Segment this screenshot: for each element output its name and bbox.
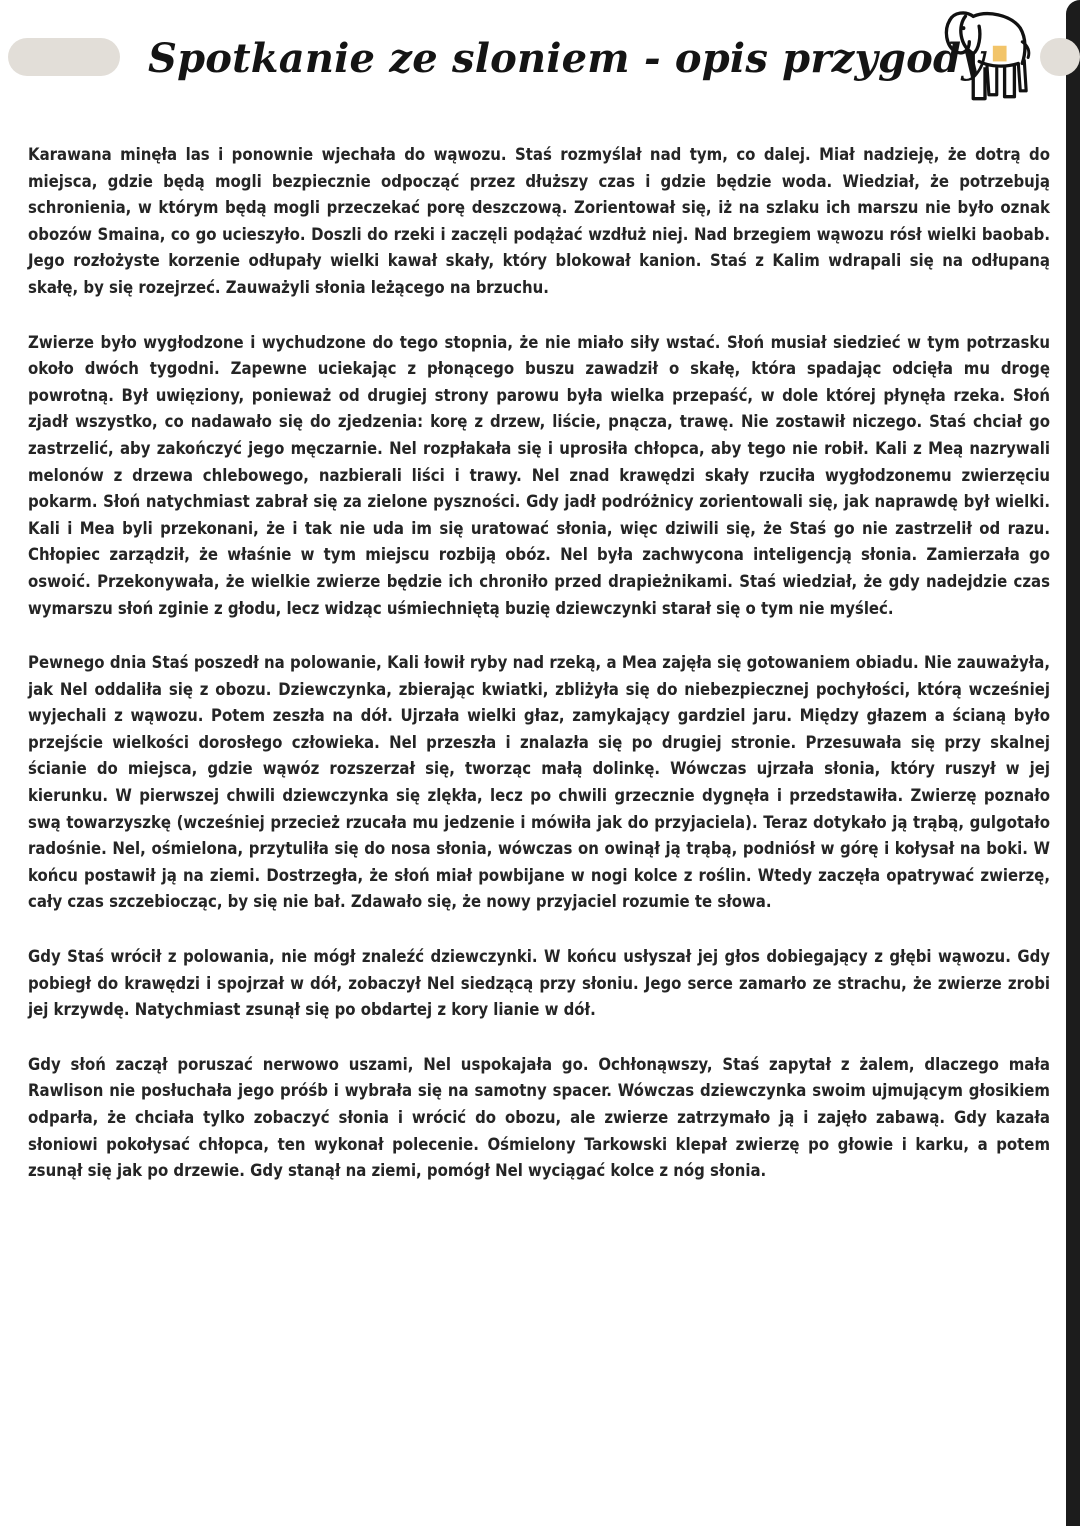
paragraph: Gdy Staś wrócił z polowania, nie mógł znaleźć dziewczynki. W końcu usłyszał jej głos dobiegający z głębi wąwozu. Gdy pobiegł do krawędzi i spojrzał w dół, zobaczył Nel siedzącą przy słoniu. Jego serce zamarło ze strachu, że zwierze zrobi jej krzywdę. Natychmiast zsunął się po obdartej z kory lianie w dół. bbox=[28, 947, 1050, 1020]
paragraph: Gdy słoń zaczął poruszać nerwowo uszami, Nel uspokajała go. Ochłonąwszy, Staś zapytał z żalem, dlaczego mała Rawlison nie posłuchała jego próśb i wybrała się na samotny spacer. Wówczas dziewczynka swoim ujmującym głosikiem odparła, że chciała tylko zobaczyć słonia i wrócić do obozu, ale zwierze zatrzymało ją i zajęło zabawą. Gdy kazała słoniowi pokołysać chłopca, ten wykonał polecenie. Ośmielony Tarkowski klepał zwierzę po głowie i karku, a potem zsunął się jak po drzewie. Gdy stanął na ziemi, pomógł Nel wyciągać kolce z nóg słonia. bbox=[28, 1054, 1050, 1181]
page-edge bbox=[1066, 0, 1080, 1526]
decorative-pill-right bbox=[1040, 38, 1080, 76]
elephant-icon bbox=[936, 6, 1034, 110]
paragraph: Karawana minęła las i ponownie wjechała do wąwozu. Staś rozmyślał nad tym, co dalej. Miał nadzieję, że dotrą do miejsca, gdzie będą mogli bezpiecznie odpocząć przez dłuższy czas i gdzie będzie woda. Wiedział, że potrzebują schronienia, w którym będą mogli przeczekać porę deszczową. Zorientował się, iż na szlaku ich marszu nie było oznak obozów Smaina, co go ucieszyło. Doszli do rzeki i zaczęli podążać wzdłuż niej. Nad brzegiem wąwozu rósł wielki baobab. Jego rozłożyste korzenie odłupały wielki kawał skały, który blokował kanion. Staś z Kalim wdrapali się na odłupaną skałę, by się rozejrzeć. Zauważyli słonia leżącego na brzuchu. bbox=[28, 145, 1050, 297]
article-body bbox=[28, 142, 1050, 1213]
paragraph: Zwierze było wygłodzone i wychudzone do tego stopnia, że nie miało siły wstać. Słoń musiał siedzieć w tym potrzasku około dwóch tygodni. Zapewne uciekając z płonącego buszu zawadził o skałę, która spadając odcięła mu drogę powrotną. Był uwięziony, ponieważ od drugiej strony parowu była wielka przepaść, w dole której płynęła rzeka. Słoń zjadł wszystko, co nadawało się do zjedzenia: korę z drzew, liście, pnącza, trawę. Nie zostawił niczego. Staś chciał go zastrzelić, aby zakończyć jego męczarnie. Nel rozpłakała się i uprosiła chłopca, aby tego nie robił. Kali z Meą nazrywali melonów z drzewa chlebowego, nazbierali liści i trawy. Nel znad krawędzi skały rzuciła wygłodzonemu zwierzęciu pokarm. Słoń natychmiast zabrał się za zielone pyszności. Gdy jadł podróżnicy zorientowali się, jak naprawdę był wielki. Kali i Mea byli przekonani, że i tak nie uda im się uratować słonia, więc dziwili się, że Staś go nie zastrzelił od razu. Chłopiec zarządził, że właśnie w tym miejscu rozbiją obóz. Nel była zachwycona inteligencją słonia. Zamierzała go oswoić. Przekonywała, że wielkie zwierze będzie ich chroniło przed drapieżnikami. Staś wiedział, że gdy nadejdzie czas wymarszu słoń zginie z głodu, lecz widząc uśmiechniętą buzię dziewczynki starał się o tym nie myśleć. bbox=[28, 332, 1050, 618]
page-title: Spotkanie ze sloniem - opis przygody bbox=[148, 35, 985, 82]
paragraph: Pewnego dnia Staś poszedł na polowanie, Kali łowił ryby nad rzeką, a Mea zajęła się gotowaniem obiadu. Nie zauważyła, jak Nel oddaliła się z obozu. Dziewczynka, zbierając kwiatki, zbliżyła się do niebezpiecznej pochyłości, którą wcześniej wyjechali z wąwozu. Potem zeszła na dół. Ujrzała wielki głaz, zamykający gardziel jaru. Między głazem a ścianą było przejście wielkości dorosłego człowieka. Nel przeszła i znalazła się po drugiej stronie. Przesuwała się przy skalnej ścianie do miejsca, gdzie wąwóz rozszerzał się, tworząc małą dolinkę. Wówczas ujrzała słonia, który ruszył w jej kierunku. W pierwszej chwili dziewczynka się zlękła, lecz po chwili grzecznie dygnęła i przedstawiła. Zwierzę poznało swą towarzyszkę (wcześniej przecież rzucała mu jedzenie i mówiła jak do przyjaciela). Teraz dotykało ją trąbą, gulgotało radośnie. Nel, ośmielona, przytuliła się do nosa słonia, wówczas on owinął ją trąbą, podniósł w górę i kołysał na boki. W końcu postawił ją na ziemi. Dostrzegła, że słoń miał powbijane w nogi kolce z roślin. Wtedy zaczęła opatrywać zwierzę, cały czas szczebiocząc, by się nie bał. Zdawało się, że nowy przyjaciel rozumie te słowa. bbox=[28, 653, 1050, 912]
decorative-pill-left bbox=[8, 38, 120, 76]
